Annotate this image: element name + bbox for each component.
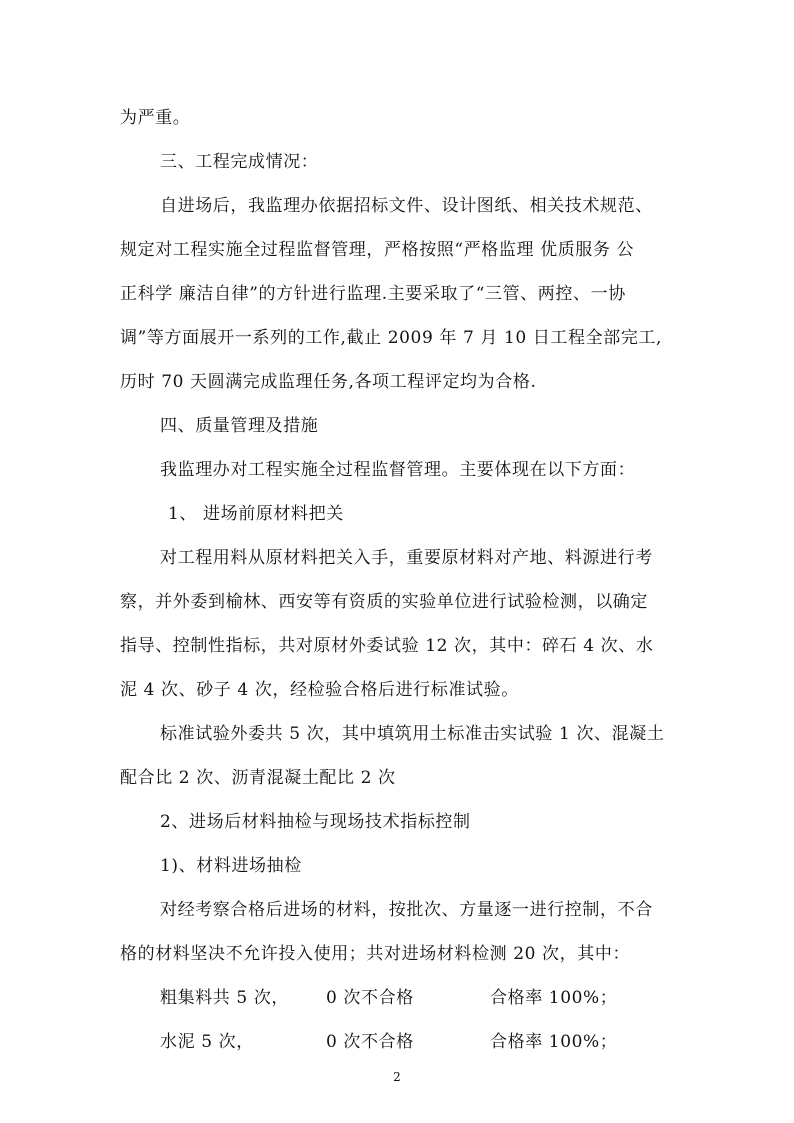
subsection-heading: 2、进场后材料抽检与现场技术指标控制	[160, 812, 471, 832]
text-line: 格的材料坚决不允许投入使用；共对进场材料检测 20 次，其中：	[120, 944, 631, 964]
text-line: 规定对工程实施全过程监督管理，严格按照“严格监理 优质服务 公	[120, 240, 635, 260]
text-line: 为严重。	[120, 108, 191, 128]
material-cell: 水泥 5 次，	[160, 1032, 254, 1052]
fail-count-cell: 0 次不合格	[326, 988, 414, 1008]
material-cell: 粗集料共 5 次，	[160, 988, 290, 1008]
text-line: 对工程用料从原材料把关入手，重要原材料对产地、料源进行考	[160, 548, 653, 568]
pass-rate-cell: 合格率 100%；	[490, 988, 618, 1008]
text-line: 察，并外委到榆林、西安等有资质的实验单位进行试验检测，以确定	[120, 592, 648, 612]
text-line: 配合比 2 次、沥青混凝土配比 2 次	[120, 768, 396, 788]
page-number: 2	[393, 1070, 401, 1084]
subsection-heading: 1)、材料进场抽检	[160, 856, 302, 876]
text-line: 自进场后，我监理办依据招标文件、设计图纸、相关技术规范、	[160, 196, 653, 216]
text-line: 我监理办对工程实施全过程监督管理。主要体现在以下方面：	[160, 460, 636, 480]
text-line: 正科学 廉洁自律”的方针进行监理.主要采取了“三管、两控、一协	[120, 284, 626, 304]
text-line: 标准试验外委共 5 次，其中填筑用土标准击实试验 1 次、混凝土	[160, 724, 665, 744]
subsection-heading: 1、 进场前原材料把关	[168, 504, 344, 524]
section-heading: 三、工程完成情况：	[160, 152, 319, 172]
text-line: 历时 70 天圆满完成监理任务,各项工程评定均为合格.	[120, 372, 537, 392]
section-heading: 四、质量管理及措施	[160, 416, 319, 436]
fail-count-cell: 0 次不合格	[326, 1032, 414, 1052]
text-line: 调”等方面展开一系列的工作,截止 2009 年 7 月 10 日工程全部完工,	[120, 328, 663, 348]
pass-rate-cell: 合格率 100%；	[490, 1032, 618, 1052]
text-line: 泥 4 次、砂子 4 次，经检验合格后进行标准试验。	[120, 680, 519, 700]
text-line: 对经考察合格后进场的材料，按批次、方量逐一进行控制，不合	[160, 900, 653, 920]
text-line: 指导、控制性指标，共对原材外委试验 12 次，其中：碎石 4 次、水	[120, 636, 654, 656]
